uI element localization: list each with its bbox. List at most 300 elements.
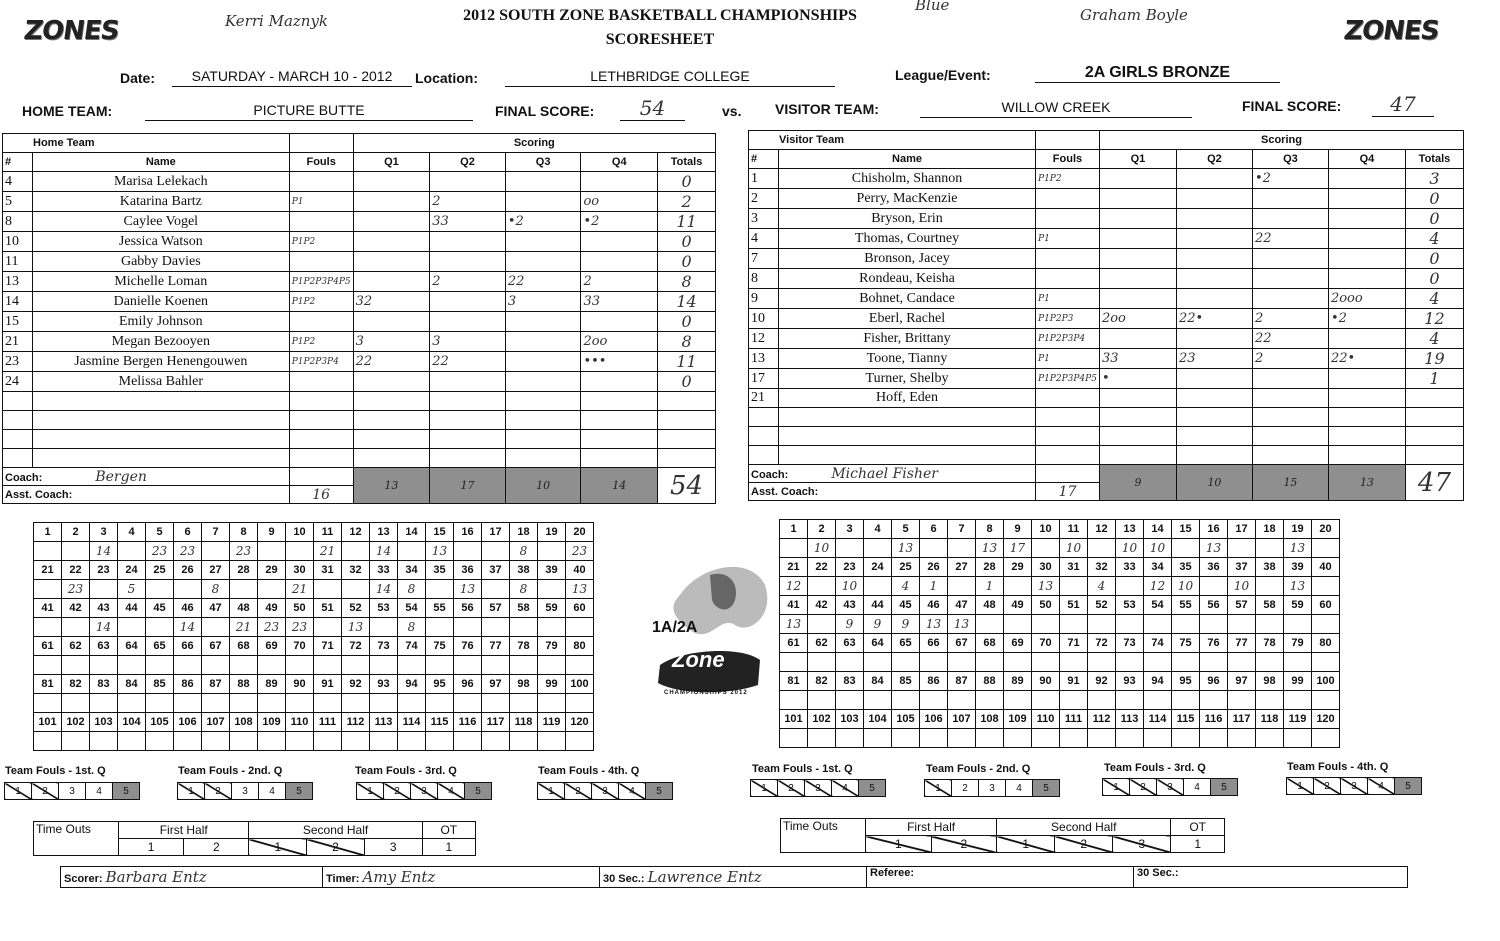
visitor-player-q4[interactable]	[1328, 269, 1405, 289]
visitor-running-mark[interactable]	[1312, 691, 1340, 710]
home-player-q1[interactable]	[353, 449, 430, 468]
home-running-mark[interactable]: 14	[90, 618, 118, 637]
home-team-foul-box[interactable]: 5	[646, 783, 673, 800]
home-running-mark[interactable]: 8	[510, 580, 538, 599]
visitor-player-q1[interactable]	[1099, 249, 1176, 269]
visitor-running-mark[interactable]	[920, 729, 948, 748]
visitor-running-mark[interactable]: 1	[920, 577, 948, 596]
visitor-team-foul-box[interactable]: 3	[805, 780, 832, 797]
visitor-running-mark[interactable]	[1144, 729, 1172, 748]
visitor-running-mark[interactable]	[1172, 729, 1200, 748]
home-player-name[interactable]: Gabby Davies	[32, 252, 289, 272]
home-player-q2[interactable]: 33	[430, 212, 506, 232]
visitor-player-q1[interactable]: 33	[1099, 349, 1176, 369]
visitor-player-name[interactable]: Eberl, Rachel	[779, 309, 1036, 329]
visitor-player-q1[interactable]	[1099, 269, 1176, 289]
visitor-running-mark[interactable]	[976, 729, 1004, 748]
home-player-q4[interactable]	[581, 430, 658, 449]
home-player-q2[interactable]: 2	[430, 272, 506, 292]
home-player-name[interactable]	[32, 430, 289, 449]
visitor-player-number[interactable]: 10	[749, 309, 779, 329]
home-player-name[interactable]: Melissa Bahler	[32, 372, 289, 392]
visitor-player-q2[interactable]	[1176, 446, 1252, 465]
visitor-player-number[interactable]: 12	[749, 329, 779, 349]
visitor-player-total[interactable]: 4	[1405, 229, 1463, 249]
home-player-total[interactable]: 14	[658, 292, 716, 312]
home-running-mark[interactable]	[398, 542, 426, 561]
visitor-player-fouls[interactable]: P1P2P3P4P5	[1036, 369, 1100, 389]
visitor-running-mark[interactable]: 4	[892, 577, 920, 596]
home-running-mark[interactable]	[538, 580, 566, 599]
visitor-running-mark[interactable]: 9	[864, 615, 892, 634]
home-running-mark[interactable]	[566, 694, 594, 713]
home-final-score-field[interactable]: 54	[620, 96, 685, 121]
home-team-foul-box[interactable]: 1	[5, 783, 32, 800]
visitor-running-mark[interactable]	[864, 577, 892, 596]
visitor-player-q4[interactable]	[1328, 369, 1405, 389]
visitor-team-foul-box[interactable]: 5	[1395, 778, 1422, 795]
visitor-player-q2[interactable]	[1176, 169, 1252, 189]
visitor-player-q3[interactable]	[1252, 249, 1328, 269]
visitor-player-q2[interactable]	[1176, 189, 1252, 209]
home-player-q2[interactable]	[430, 292, 506, 312]
home-player-number[interactable]	[3, 430, 33, 449]
home-running-mark[interactable]	[90, 732, 118, 751]
visitor-running-mark[interactable]	[1060, 653, 1088, 672]
home-running-mark[interactable]	[342, 542, 370, 561]
visitor-timeout-ot-box[interactable]: 1	[1171, 836, 1225, 853]
visitor-player-q1[interactable]: •	[1099, 369, 1176, 389]
visitor-running-mark[interactable]: 10	[1116, 539, 1144, 558]
home-team-foul-box[interactable]: 2	[205, 783, 232, 800]
home-running-mark[interactable]	[426, 656, 454, 675]
visitor-team-foul-box[interactable]: 4	[832, 780, 859, 797]
visitor-player-q3[interactable]: 22	[1252, 229, 1328, 249]
visitor-player-q2[interactable]	[1176, 229, 1252, 249]
home-player-total[interactable]	[658, 430, 716, 449]
home-running-mark[interactable]	[230, 732, 258, 751]
home-player-q1[interactable]	[353, 372, 430, 392]
visitor-running-mark[interactable]	[1172, 691, 1200, 710]
visitor-player-q1[interactable]	[1099, 329, 1176, 349]
home-player-q2[interactable]	[430, 312, 506, 332]
home-running-mark[interactable]: 14	[370, 542, 398, 561]
visitor-player-fouls[interactable]	[1036, 427, 1100, 446]
home-player-total[interactable]: 0	[658, 172, 716, 192]
home-timeout-first-box[interactable]: 1	[119, 839, 184, 856]
home-player-number[interactable]: 21	[3, 332, 33, 352]
home-running-mark[interactable]	[118, 618, 146, 637]
home-player-total[interactable]: 8	[658, 272, 716, 292]
visitor-player-name[interactable]	[779, 408, 1036, 427]
visitor-running-mark[interactable]	[892, 729, 920, 748]
home-running-mark[interactable]	[370, 694, 398, 713]
visitor-running-mark[interactable]	[1088, 615, 1116, 634]
visitor-running-mark[interactable]	[1200, 653, 1228, 672]
home-running-mark[interactable]	[538, 694, 566, 713]
visitor-player-q4[interactable]	[1328, 209, 1405, 229]
visitor-player-q3[interactable]	[1252, 269, 1328, 289]
home-player-q4[interactable]	[581, 449, 658, 468]
home-player-fouls[interactable]: P1	[289, 192, 353, 212]
visitor-player-name[interactable]: Bronson, Jacey	[779, 249, 1036, 269]
home-player-q4[interactable]	[581, 252, 658, 272]
visitor-player-q2[interactable]	[1176, 209, 1252, 229]
visitor-player-q3[interactable]	[1252, 408, 1328, 427]
home-running-mark[interactable]	[34, 732, 62, 751]
visitor-player-number[interactable]	[749, 427, 779, 446]
home-running-mark[interactable]	[370, 618, 398, 637]
home-player-number[interactable]: 15	[3, 312, 33, 332]
home-running-mark[interactable]	[146, 580, 174, 599]
visitor-player-q3[interactable]: 22	[1252, 329, 1328, 349]
home-player-q2[interactable]: 2	[430, 192, 506, 212]
home-player-q4[interactable]: •2	[581, 212, 658, 232]
home-player-q2[interactable]	[430, 252, 506, 272]
visitor-running-mark[interactable]	[1088, 691, 1116, 710]
visitor-team-foul-box[interactable]: 2	[1130, 779, 1157, 796]
home-running-mark[interactable]	[398, 656, 426, 675]
home-running-mark[interactable]	[426, 618, 454, 637]
home-player-number[interactable]: 13	[3, 272, 33, 292]
home-player-q1[interactable]: 22	[353, 352, 430, 372]
visitor-running-mark[interactable]	[780, 691, 808, 710]
home-player-total[interactable]: 11	[658, 352, 716, 372]
visitor-player-total[interactable]	[1405, 446, 1463, 465]
home-player-q4[interactable]: •••	[581, 352, 658, 372]
home-team-foul-box[interactable]: 3	[592, 783, 619, 800]
visitor-team-foul-box[interactable]: 2	[952, 780, 979, 797]
visitor-player-name[interactable]: Turner, Shelby	[779, 369, 1036, 389]
visitor-running-mark[interactable]	[1228, 653, 1256, 672]
home-running-mark[interactable]	[34, 656, 62, 675]
visitor-running-mark[interactable]: 17	[1004, 539, 1032, 558]
home-running-mark[interactable]: 23	[566, 542, 594, 561]
home-running-mark[interactable]	[118, 694, 146, 713]
home-player-q1[interactable]	[353, 232, 430, 252]
visitor-player-number[interactable]: 1	[749, 169, 779, 189]
visitor-running-mark[interactable]	[1200, 729, 1228, 748]
home-running-mark[interactable]: 14	[174, 618, 202, 637]
visitor-running-mark[interactable]: 13	[780, 615, 808, 634]
home-player-number[interactable]	[3, 392, 33, 411]
home-running-mark[interactable]	[454, 732, 482, 751]
league-field[interactable]: 2A GIRLS BRONZE	[1035, 64, 1280, 83]
visitor-running-mark[interactable]	[1256, 615, 1284, 634]
home-running-mark[interactable]: 23	[230, 542, 258, 561]
home-team-foul-box[interactable]: 5	[465, 783, 492, 800]
home-team-foul-box[interactable]: 3	[232, 783, 259, 800]
home-running-mark[interactable]: 21	[314, 542, 342, 561]
visitor-running-mark[interactable]	[1116, 615, 1144, 634]
visitor-running-mark[interactable]	[1312, 729, 1340, 748]
visitor-timeout-second-box[interactable]: 1	[997, 836, 1055, 853]
home-player-q2[interactable]	[430, 449, 506, 468]
visitor-player-q4[interactable]: 22•	[1328, 349, 1405, 369]
visitor-running-mark[interactable]	[920, 691, 948, 710]
visitor-running-mark[interactable]	[1004, 691, 1032, 710]
visitor-player-name[interactable]: Bryson, Erin	[779, 209, 1036, 229]
home-player-q1[interactable]: 3	[353, 332, 430, 352]
home-player-fouls[interactable]	[289, 212, 353, 232]
home-player-q3[interactable]	[505, 232, 581, 252]
home-running-mark[interactable]	[174, 580, 202, 599]
home-running-mark[interactable]	[202, 542, 230, 561]
visitor-running-mark[interactable]	[1144, 653, 1172, 672]
visitor-running-mark[interactable]	[1284, 729, 1312, 748]
home-running-mark[interactable]: 13	[566, 580, 594, 599]
home-running-mark[interactable]: 13	[426, 542, 454, 561]
visitor-running-mark[interactable]	[1060, 729, 1088, 748]
home-player-fouls[interactable]: P1P2	[289, 292, 353, 312]
visitor-player-fouls[interactable]: P1	[1036, 229, 1100, 249]
visitor-running-mark[interactable]	[1200, 615, 1228, 634]
visitor-team-field[interactable]: WILLOW CREEK	[920, 99, 1192, 118]
home-running-mark[interactable]	[454, 618, 482, 637]
home-player-q4[interactable]: 2	[581, 272, 658, 292]
home-running-mark[interactable]: 14	[370, 580, 398, 599]
visitor-timeout-first-box[interactable]: 2	[931, 836, 997, 853]
visitor-running-mark[interactable]	[864, 539, 892, 558]
home-player-number[interactable]	[3, 411, 33, 430]
visitor-player-total[interactable]: 19	[1405, 349, 1463, 369]
visitor-player-name[interactable]: Hoff, Eden	[779, 389, 1036, 408]
visitor-player-fouls[interactable]	[1036, 189, 1100, 209]
home-team-foul-box[interactable]: 1	[357, 783, 384, 800]
visitor-player-name[interactable]: Bohnet, Candace	[779, 289, 1036, 309]
visitor-running-mark[interactable]	[1032, 691, 1060, 710]
home-running-mark[interactable]: 23	[258, 618, 286, 637]
home-running-mark[interactable]: 23	[146, 542, 174, 561]
home-player-q1[interactable]	[353, 430, 430, 449]
visitor-running-mark[interactable]	[976, 615, 1004, 634]
home-player-q4[interactable]: oo	[581, 192, 658, 212]
home-running-mark[interactable]	[286, 732, 314, 751]
visitor-player-number[interactable]: 3	[749, 209, 779, 229]
visitor-running-mark[interactable]	[1256, 691, 1284, 710]
home-running-mark[interactable]	[370, 656, 398, 675]
home-player-q2[interactable]	[430, 232, 506, 252]
visitor-player-number[interactable]: 17	[749, 369, 779, 389]
home-running-mark[interactable]	[90, 580, 118, 599]
home-running-mark[interactable]	[566, 618, 594, 637]
home-player-q4[interactable]: 2oo	[581, 332, 658, 352]
home-running-mark[interactable]	[230, 580, 258, 599]
visitor-running-mark[interactable]	[1256, 577, 1284, 596]
visitor-running-mark[interactable]	[1228, 691, 1256, 710]
home-running-mark[interactable]	[510, 618, 538, 637]
visitor-player-name[interactable]: Chisholm, Shannon	[779, 169, 1036, 189]
visitor-player-q1[interactable]	[1099, 189, 1176, 209]
visitor-running-mark[interactable]	[948, 691, 976, 710]
visitor-running-mark[interactable]	[948, 653, 976, 672]
visitor-player-q4[interactable]	[1328, 446, 1405, 465]
visitor-running-mark[interactable]	[1088, 653, 1116, 672]
home-running-mark[interactable]	[286, 694, 314, 713]
visitor-running-mark[interactable]: 10	[808, 539, 836, 558]
visitor-player-total[interactable]: 0	[1405, 209, 1463, 229]
home-team-foul-box[interactable]: 5	[286, 783, 313, 800]
home-running-mark[interactable]	[538, 542, 566, 561]
home-player-name[interactable]: Katarina Bartz	[32, 192, 289, 212]
visitor-team-foul-box[interactable]: 4	[1006, 780, 1033, 797]
home-running-mark[interactable]	[342, 656, 370, 675]
visitor-running-mark[interactable]	[1312, 539, 1340, 558]
visitor-player-number[interactable]	[749, 408, 779, 427]
home-running-mark[interactable]	[34, 618, 62, 637]
visitor-running-mark[interactable]	[1284, 615, 1312, 634]
home-running-mark[interactable]	[426, 580, 454, 599]
home-running-mark[interactable]	[510, 732, 538, 751]
visitor-player-total[interactable]: 1	[1405, 369, 1463, 389]
visitor-player-q2[interactable]	[1176, 329, 1252, 349]
home-running-mark[interactable]	[314, 618, 342, 637]
home-player-total[interactable]	[658, 411, 716, 430]
date-field[interactable]: SATURDAY - MARCH 10 - 2012	[172, 68, 412, 87]
home-player-q3[interactable]	[505, 352, 581, 372]
visitor-running-mark[interactable]: 12	[780, 577, 808, 596]
home-running-mark[interactable]	[62, 618, 90, 637]
visitor-player-q1[interactable]	[1099, 289, 1176, 309]
home-player-fouls[interactable]	[289, 252, 353, 272]
home-player-q1[interactable]: 32	[353, 292, 430, 312]
home-running-mark[interactable]	[34, 542, 62, 561]
visitor-running-mark[interactable]: 13	[920, 615, 948, 634]
visitor-player-name[interactable]: Fisher, Brittany	[779, 329, 1036, 349]
visitor-running-mark[interactable]	[1144, 691, 1172, 710]
home-player-number[interactable]: 10	[3, 232, 33, 252]
visitor-running-mark[interactable]: 10	[1228, 577, 1256, 596]
visitor-running-mark[interactable]	[1284, 691, 1312, 710]
home-player-fouls[interactable]: P1P2	[289, 332, 353, 352]
home-running-mark[interactable]	[510, 694, 538, 713]
visitor-player-total[interactable]	[1405, 408, 1463, 427]
visitor-player-q2[interactable]	[1176, 369, 1252, 389]
visitor-running-mark[interactable]	[1116, 577, 1144, 596]
visitor-player-q1[interactable]	[1099, 427, 1176, 446]
visitor-player-q4[interactable]	[1328, 189, 1405, 209]
home-timeout-second-box[interactable]: 2	[307, 839, 365, 856]
visitor-running-mark[interactable]: 13	[948, 615, 976, 634]
visitor-player-fouls[interactable]: P1	[1036, 289, 1100, 309]
visitor-player-q2[interactable]: 22•	[1176, 309, 1252, 329]
home-running-mark[interactable]	[174, 656, 202, 675]
home-player-q4[interactable]: 33	[581, 292, 658, 312]
home-running-mark[interactable]	[482, 618, 510, 637]
home-timeout-second-box[interactable]: 3	[364, 839, 422, 856]
home-running-mark[interactable]: 21	[286, 580, 314, 599]
location-field[interactable]: LETHBRIDGE COLLEGE	[505, 68, 835, 87]
home-running-mark[interactable]	[258, 656, 286, 675]
home-player-q1[interactable]	[353, 392, 430, 411]
home-running-mark[interactable]	[118, 732, 146, 751]
visitor-team-foul-box[interactable]: 2	[1314, 778, 1341, 795]
visitor-running-mark[interactable]: 1	[976, 577, 1004, 596]
visitor-running-mark[interactable]	[1004, 653, 1032, 672]
visitor-running-mark[interactable]	[1032, 729, 1060, 748]
home-running-mark[interactable]	[538, 732, 566, 751]
home-running-mark[interactable]	[538, 618, 566, 637]
visitor-team-foul-box[interactable]: 5	[1211, 779, 1238, 796]
visitor-running-mark[interactable]: 10	[1060, 539, 1088, 558]
visitor-player-q2[interactable]	[1176, 289, 1252, 309]
visitor-player-name[interactable]	[779, 446, 1036, 465]
home-running-mark[interactable]	[34, 580, 62, 599]
home-team-foul-box[interactable]: 1	[178, 783, 205, 800]
visitor-player-q1[interactable]	[1099, 446, 1176, 465]
visitor-running-mark[interactable]: 10	[1144, 539, 1172, 558]
home-player-q1[interactable]	[353, 212, 430, 232]
visitor-running-mark[interactable]	[1200, 577, 1228, 596]
home-player-q2[interactable]	[430, 411, 506, 430]
visitor-player-q3[interactable]	[1252, 189, 1328, 209]
home-running-mark[interactable]	[510, 656, 538, 675]
home-running-mark[interactable]	[146, 618, 174, 637]
visitor-running-mark[interactable]	[976, 653, 1004, 672]
visitor-running-mark[interactable]	[1228, 615, 1256, 634]
visitor-player-total[interactable]: 0	[1405, 249, 1463, 269]
visitor-player-q2[interactable]	[1176, 389, 1252, 408]
home-running-mark[interactable]	[146, 656, 174, 675]
thirty-sec-field-2[interactable]: 30 Sec.:	[1134, 867, 1408, 888]
visitor-running-mark[interactable]: 13	[1032, 577, 1060, 596]
home-player-total[interactable]	[658, 449, 716, 468]
home-running-mark[interactable]: 13	[454, 580, 482, 599]
visitor-player-q4[interactable]	[1328, 229, 1405, 249]
visitor-final-score-field[interactable]: 47	[1372, 92, 1434, 117]
home-team-foul-box[interactable]: 2	[32, 783, 59, 800]
home-player-q1[interactable]	[353, 252, 430, 272]
home-player-q3[interactable]: 22	[505, 272, 581, 292]
home-timeout-first-box[interactable]: 2	[184, 839, 249, 856]
visitor-running-mark[interactable]	[1032, 539, 1060, 558]
visitor-player-q4[interactable]: •2	[1328, 309, 1405, 329]
visitor-running-mark[interactable]	[864, 691, 892, 710]
home-team-foul-box[interactable]: 4	[86, 783, 113, 800]
home-running-mark[interactable]	[118, 542, 146, 561]
visitor-player-number[interactable]: 8	[749, 269, 779, 289]
home-player-total[interactable]: 8	[658, 332, 716, 352]
home-running-mark[interactable]: 8	[398, 580, 426, 599]
home-player-q2[interactable]: 22	[430, 352, 506, 372]
home-running-mark[interactable]	[566, 656, 594, 675]
visitor-timeout-second-box[interactable]: 2	[1055, 836, 1113, 853]
visitor-running-mark[interactable]: 13	[1284, 577, 1312, 596]
home-player-q4[interactable]	[581, 232, 658, 252]
visitor-running-mark[interactable]	[836, 653, 864, 672]
home-player-q3[interactable]	[505, 411, 581, 430]
home-player-fouls[interactable]	[289, 392, 353, 411]
visitor-player-fouls[interactable]	[1036, 269, 1100, 289]
home-player-q3[interactable]: 3	[505, 292, 581, 312]
home-player-q4[interactable]	[581, 392, 658, 411]
home-player-fouls[interactable]	[289, 372, 353, 392]
visitor-player-fouls[interactable]: P1P2	[1036, 169, 1100, 189]
home-running-mark[interactable]: 8	[202, 580, 230, 599]
visitor-player-q1[interactable]	[1099, 169, 1176, 189]
home-running-mark[interactable]: 21	[230, 618, 258, 637]
home-running-mark[interactable]	[482, 732, 510, 751]
visitor-running-mark[interactable]	[808, 577, 836, 596]
home-player-q3[interactable]: •2	[505, 212, 581, 232]
visitor-running-mark[interactable]: 9	[836, 615, 864, 634]
visitor-running-mark[interactable]	[1144, 615, 1172, 634]
visitor-running-mark[interactable]	[1116, 729, 1144, 748]
home-running-mark[interactable]	[314, 694, 342, 713]
home-player-q1[interactable]	[353, 411, 430, 430]
home-player-fouls[interactable]: P1P2P3P4P5	[289, 272, 353, 292]
home-running-mark[interactable]	[538, 656, 566, 675]
